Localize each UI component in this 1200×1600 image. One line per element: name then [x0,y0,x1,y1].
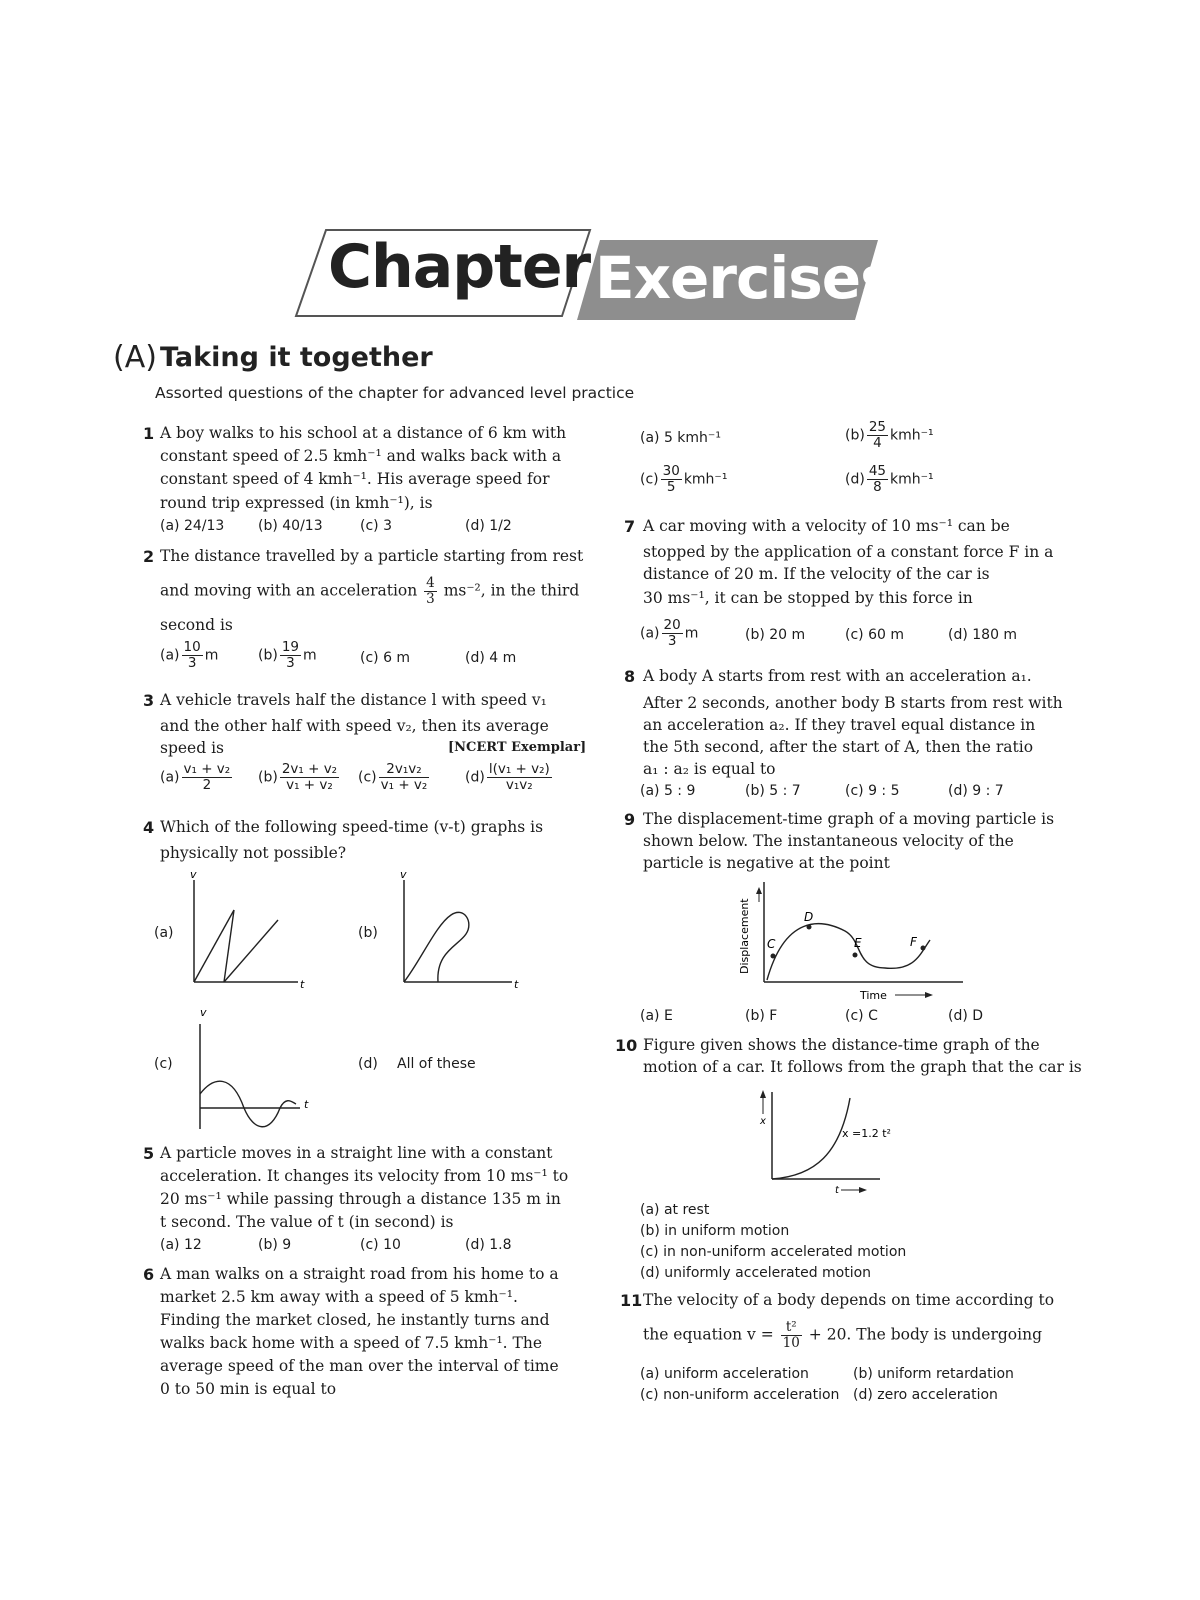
question-line: A vehicle travels half the distance l with speed v₁ [160,691,547,709]
option-b [845,420,934,451]
question-line: physically not possible? [160,844,347,862]
option-label: (d) [465,769,485,786]
axis-label-v: v [200,1006,207,1019]
option-d [465,762,554,793]
question-line: shown below. The instantaneous velocity of the [643,832,1014,850]
unit: kmh⁻¹ [890,471,934,488]
question-line [160,576,579,607]
option-b: (b) [358,925,378,941]
option-a: (a) [154,925,174,941]
question-number: 11 [620,1291,643,1310]
option-a: (a) 5 kmh⁻¹ [640,430,721,446]
unit: kmh⁻¹ [890,427,934,444]
numerator: 10 [183,639,201,655]
numerator: 2v₁v₂ [379,762,430,778]
question-line: The velocity of a body depends on time according to [643,1291,1055,1309]
option-label: (b) [258,769,278,786]
option-a: (a) 24/13 [160,518,225,534]
numerator: v₁ + v₂ [183,761,231,777]
question-text: the equation v = [643,1325,774,1344]
denominator: 3 [187,655,197,671]
question-text: ms⁻², in the third [443,581,580,600]
numerator: 30 [662,463,680,479]
unit: kmh⁻¹ [683,471,728,488]
question-line: speed is [160,739,224,757]
option-c: (c) C [845,1008,878,1024]
option-b: (b) 9 [258,1237,292,1253]
header-word-exercises: Exercises [595,244,894,312]
point-c-label: C [767,937,776,951]
numerator: 45 [868,463,886,479]
numerator: 19 [281,639,299,655]
option-c: (c) in non-uniform accelerated motion [640,1244,907,1260]
option-label: (a) [160,769,180,786]
option-label: (a) [160,647,180,664]
question-number: 1 [143,424,155,443]
question-line: After 2 seconds, another body B starts from rest with [643,694,1063,712]
question-line: market 2.5 km away with a speed of 5 kmh⁻¹. [160,1288,518,1306]
denominator: v₁ + v₂ [286,777,333,793]
option-d: (d) 180 m [948,627,1018,643]
section-letter: (A) [113,340,157,375]
question-line: round trip expressed (in kmh⁻¹), is [160,494,433,512]
question-line: particle is negative at the point [643,854,890,872]
option-label: (b) [258,647,278,664]
denominator: 3 [426,591,435,607]
x-axis-label: Time [860,989,887,1002]
option-b: (b) 40/13 [258,518,323,534]
question-line: 30 ms⁻¹, it can be stopped by this force in [643,589,973,607]
option-d: (d) uniformly accelerated motion [640,1265,872,1281]
denominator: 3 [286,655,295,671]
question-number: 3 [143,691,155,710]
option-b [258,762,341,793]
axis-label-t: t [300,978,305,988]
question-line: Finding the market closed, he instantly turns and [160,1311,550,1329]
point-f-label: F [910,935,917,949]
option-c: (c) 10 [360,1237,401,1253]
question-line: average speed of the man over the interval of time [160,1357,559,1375]
question-line [643,1320,1042,1351]
fraction [781,1320,802,1351]
question-line: constant speed of 4 kmh⁻¹. His average speed for [160,470,550,488]
option-d-label: (d) [358,1056,378,1072]
option-d: (d) D [948,1008,984,1024]
question-text: and moving with an acceleration [160,581,418,600]
option-d: (d) 4 m [465,650,517,666]
fraction [424,576,437,607]
denominator: v₁v₂ [505,777,533,793]
question-number: 10 [615,1036,638,1055]
numerator: 20 [663,617,681,633]
denominator: 4 [873,435,882,451]
question-line: motion of a car. It follows from the graph that the car is [643,1058,1082,1076]
option-b: (b) 5 : 7 [745,783,801,799]
option-label: (a) [640,625,660,642]
question-line: a₁ : a₂ is equal to [643,760,776,778]
denominator: v₁ + v₂ [380,777,428,793]
numerator: 25 [868,419,886,435]
question-line: A car moving with a velocity of 10 ms⁻¹ can be [643,517,1010,535]
numerator: l(v₁ + v₂) [488,761,550,777]
unit: m [684,625,699,642]
option-c: (c) 3 [360,518,392,534]
option-b: (b) 20 m [745,627,806,643]
option-label: (c) [358,769,377,786]
option-c [640,464,727,495]
question-line: stopped by the application of a constant force F in a [643,543,1054,561]
option-a: (a) uniform acceleration [640,1366,809,1382]
option-a: (a) E [640,1008,673,1024]
option-label: (c) [640,471,659,488]
axis-label-t: t [514,978,519,988]
option-d: (d) 1/2 [465,518,512,534]
question-line: A man walks on a straight road from his home to a [160,1265,559,1283]
option-c [358,762,431,793]
question-line: A boy walks to his school at a distance of 6 km with [160,424,567,442]
question-line: A particle moves in a straight line with a constant [160,1144,553,1162]
section-subtitle: Assorted questions of the chapter for advanced level practice [155,384,635,402]
denominator: 8 [873,479,882,495]
section-title: Taking it together [160,342,433,373]
graph-b [396,870,526,988]
displacement-time-graph [735,876,975,1006]
denominator: 10 [782,1335,800,1351]
unit: m [303,647,317,664]
option-a: (a) 5 : 9 [640,783,696,799]
question-line: Which of the following speed-time (v-t) graphs is [160,818,544,836]
option-c: (c) 6 m [360,650,411,666]
option-d: (d) zero acceleration [853,1387,998,1403]
option-b: (b) F [745,1008,778,1024]
numerator: 4 [426,575,435,591]
point-d-label: D [804,910,814,924]
question-line: constant speed of 2.5 kmh⁻¹ and walks back with a [160,447,562,465]
question-line: Figure given shows the distance-time graph of the [643,1036,1040,1054]
question-line: acceleration. It changes its velocity from 10 ms⁻¹ to [160,1167,569,1185]
question-line: second is [160,616,233,634]
question-text: + 20. The body is undergoing [808,1325,1042,1344]
numerator: 2v₁ + v₂ [281,761,338,777]
option-a [160,640,218,671]
question-line: the 5th second, after the start of A, then the ratio [643,738,1034,756]
option-b: (b) in uniform motion [640,1223,790,1239]
axis-label-t: t [304,1098,309,1111]
option-a: (a) 12 [160,1237,202,1253]
point-e-label: E [854,936,862,950]
question-number: 2 [143,547,155,566]
y-axis-label: Displacement [738,898,751,974]
question-number: 9 [624,810,636,829]
question-line: t second. The value of t (in second) is [160,1213,454,1231]
option-a: (a) at rest [640,1202,710,1218]
axis-label-v: v [190,870,197,881]
option-c: (c) non-uniform acceleration [640,1387,840,1403]
question-line: A body A starts from rest with an acceleration a₁. [643,667,1032,685]
numerator: t² [781,1320,802,1336]
x-axis-label: t [835,1185,839,1196]
option-d-text: All of these [397,1056,476,1072]
option-label: (d) [845,471,865,488]
question-line: 20 ms⁻¹ while passing through a distance 135 m in [160,1190,561,1208]
option-b [258,640,317,671]
option-d [845,464,934,495]
question-number: 8 [624,667,636,686]
question-line: walks back home with a speed of 7.5 kmh⁻¹. The [160,1334,543,1352]
question-line: distance of 20 m. If the velocity of the car is [643,565,990,583]
question-line: The displacement-time graph of a moving particle is [643,810,1055,828]
option-c: (c) [154,1056,173,1072]
question-number: 5 [143,1144,155,1163]
option-d: (d) 1.8 [465,1237,512,1253]
option-b: (b) uniform retardation [853,1366,1014,1382]
distance-time-graph [755,1084,915,1200]
header-word-chapter: Chapter [328,232,591,302]
question-line: 0 to 50 min is equal to [160,1380,337,1398]
axis-label-v: v [400,870,407,881]
question-number: 6 [143,1265,155,1284]
graph-a [186,870,316,988]
question-number: 7 [624,517,636,536]
option-label: (b) [845,427,865,444]
option-c: (c) 60 m [845,627,904,643]
unit: m [204,647,219,664]
option-d: (d) 9 : 7 [948,783,1004,799]
question-line: and the other half with speed v₂, then its average [160,717,549,735]
denominator: 2 [202,777,212,793]
option-a [160,762,234,793]
denominator: 5 [666,479,676,495]
question-line: an acceleration a₂. If they travel equal distance in [643,716,1036,734]
option-a [640,618,698,649]
denominator: 3 [667,633,677,649]
graph-c [192,1004,320,1132]
question-number: 4 [143,818,155,837]
ncert-tag: [NCERT Exemplar] [448,740,587,755]
question-line: The distance travelled by a particle starting from rest [160,547,584,565]
curve-label: x =1.2 t² [842,1127,891,1140]
y-axis-label: x [760,1116,766,1127]
option-c: (c) 9 : 5 [845,783,900,799]
